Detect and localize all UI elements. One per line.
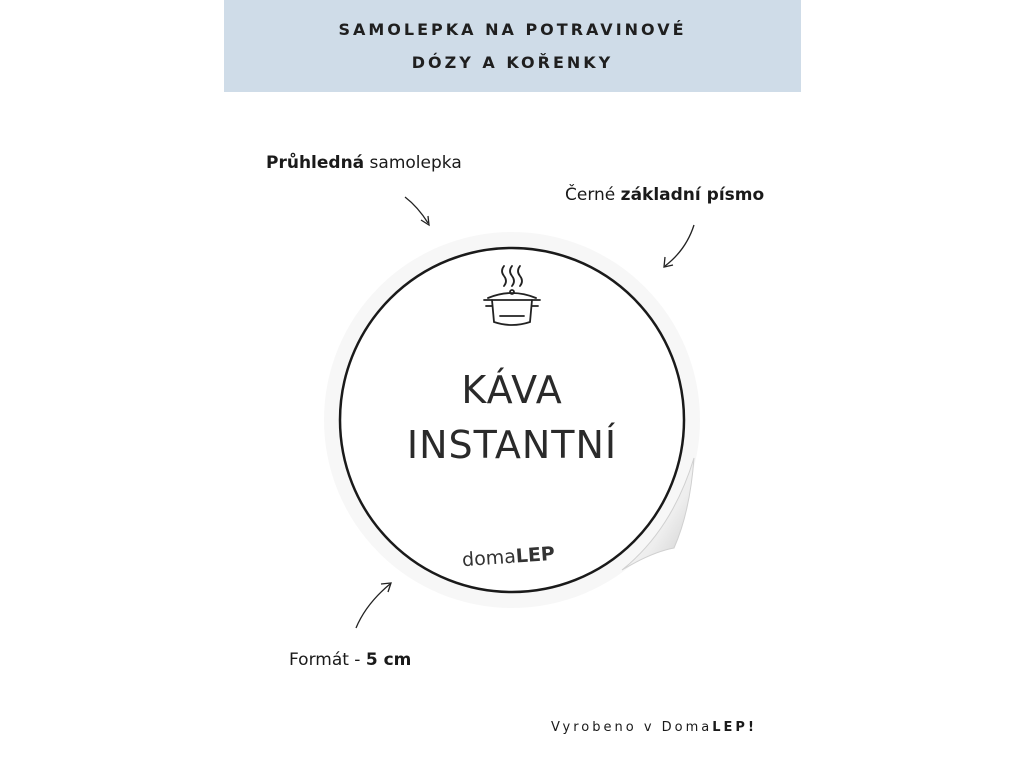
footer-credit bbox=[551, 720, 757, 735]
footer-bold: LEP! bbox=[712, 720, 757, 735]
note-transparent-rest: samolepka bbox=[364, 153, 462, 173]
note-black-font bbox=[565, 185, 764, 205]
brand-normal: doma bbox=[461, 545, 517, 572]
note-transparent-bold: Průhledná bbox=[266, 153, 365, 173]
header-banner bbox=[224, 0, 801, 92]
note-format-bold: 5 cm bbox=[365, 650, 412, 670]
footer-normal: Vyrobeno v Doma bbox=[551, 720, 713, 735]
note-format-normal: Formát - bbox=[289, 650, 366, 670]
note-black-bold: základní písmo bbox=[620, 185, 765, 205]
sticker-preview bbox=[322, 230, 702, 610]
sticker-title-line-1: KÁVA bbox=[461, 368, 563, 412]
note-black-normal: Černé bbox=[565, 185, 621, 205]
note-format bbox=[289, 650, 411, 670]
sticker-title-line-2: INSTANTNÍ bbox=[406, 423, 618, 467]
brand-bold: LEP bbox=[515, 542, 556, 568]
header-line-1: SAMOLEPKA NA POTRAVINOVÉ bbox=[338, 20, 687, 39]
note-transparent-sticker bbox=[266, 153, 462, 173]
arrow-transparent-icon bbox=[400, 193, 440, 233]
header-line-2: DÓZY A KOŘENKY bbox=[411, 53, 614, 72]
